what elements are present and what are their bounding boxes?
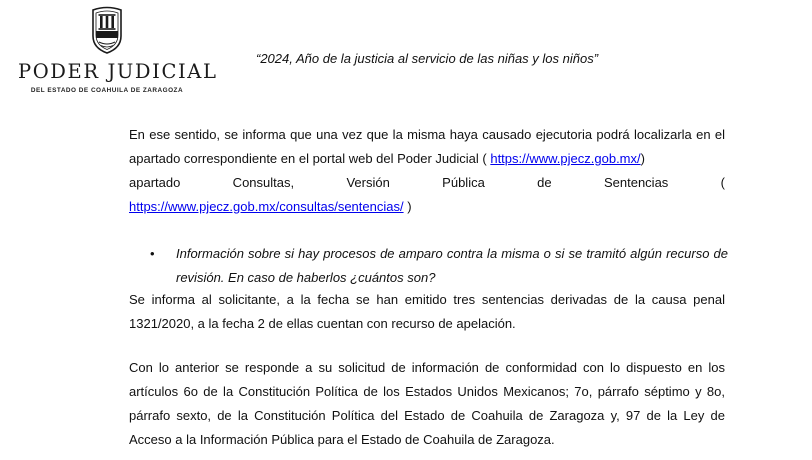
- paragraph-portal-info: [129, 123, 725, 219]
- paragraph-portal-text-1: En ese sentido, se informa que una vez que la misma haya causado ejecutoria podrá localizarla en el apartado correspondiente en el portal web del Poder Judicial (: [129, 127, 725, 166]
- judicial-seal-logo: [87, 6, 127, 56]
- bullet-item: [150, 242, 728, 290]
- organization-name: PODER JUDICIAL: [18, 60, 218, 83]
- paragraph-portal-text-2: ): [640, 151, 645, 166]
- paragraph-portal-text-4: ): [403, 199, 412, 214]
- paragraph-legal-basis: Con lo anterior se responde a su solicitud de información de conformidad con lo dispuesto en los artículos 6o de la Constitución Política de los Estados Unidos Mexicanos; 7o, párrafo séptimo y 8o, párrafo sexto, de la Constitución Política del Estado de Coahuila de Zaragoza y, 97 de la Ley de Acceso a la Información Pública para el Estado de Coahuila de Zaragoza.: [129, 360, 725, 447]
- organization-subtitle: DEL ESTADO DE COAHUILA DE ZARAGOZA: [30, 87, 184, 94]
- portal-link[interactable]: https://www.pjecz.gob.mx/: [490, 151, 641, 166]
- header-motto: “2024, Año de la justicia al servicio de las niñas y los niños”: [256, 51, 599, 66]
- paragraph-portal-text-3: apartado Consultas, Versión Pública de Sentencias (: [129, 175, 725, 190]
- bullet-question-text: Información sobre si hay procesos de amparo contra la misma o si se tramitó algún recurso de revisión. En caso de haberlos ¿cuántos son?: [176, 246, 728, 285]
- sentencias-link[interactable]: https://www.pjecz.gob.mx/consultas/sentencias/: [129, 199, 404, 214]
- paragraph-response: Se informa al solicitante, a la fecha se han emitido tres sentencias derivadas de la causa penal 1321/2020, a la fecha 2 de ellas cuentan con recurso de apelación.: [129, 292, 725, 331]
- logo-block: [18, 6, 218, 94]
- bullet-dot: •: [150, 246, 155, 261]
